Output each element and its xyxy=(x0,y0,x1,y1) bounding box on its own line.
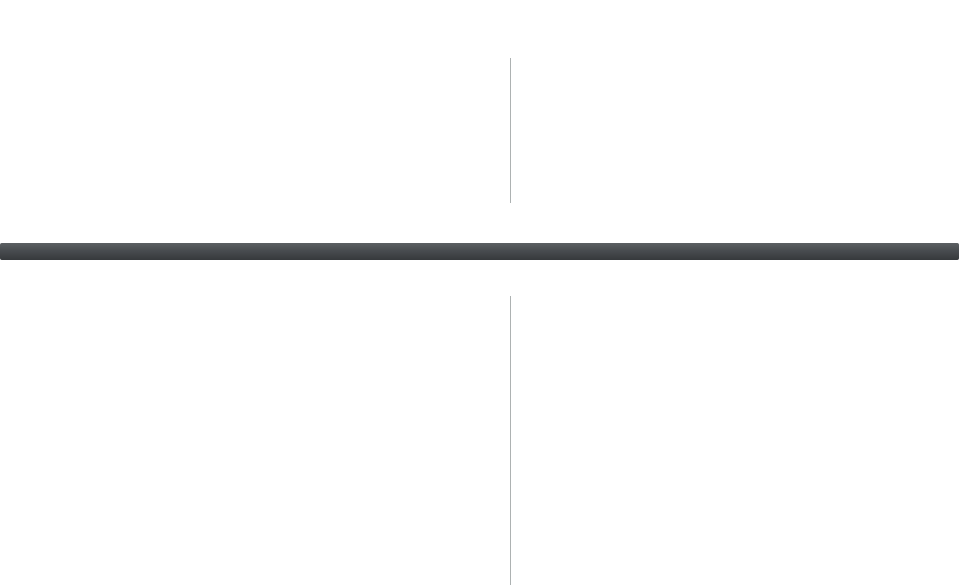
pdf-page-separator-band xyxy=(0,243,959,260)
scan-artifact-line xyxy=(510,296,511,585)
scan-artifact-line xyxy=(510,58,511,203)
